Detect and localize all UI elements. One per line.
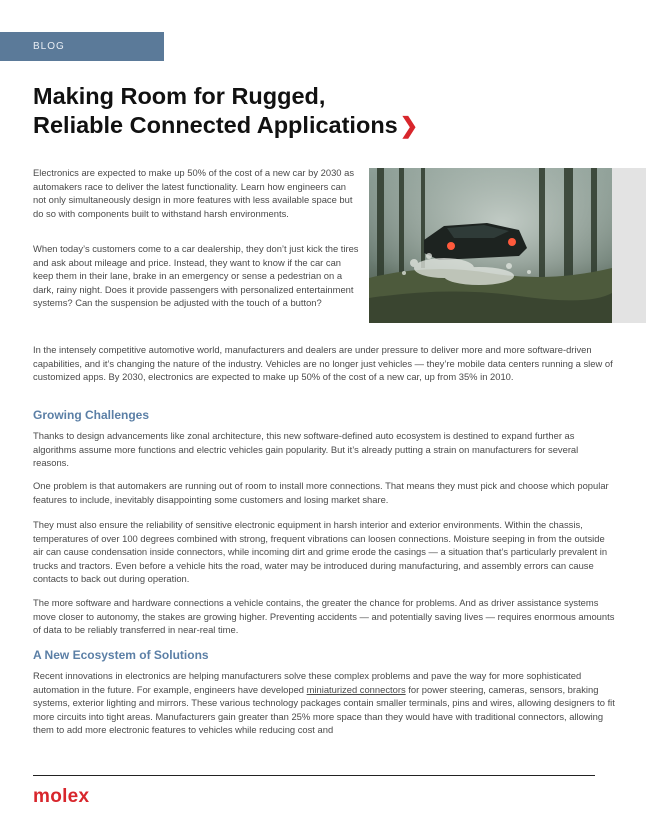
section1-paragraph-2: One problem is that automakers are running out of room to install more connections. That means they must pick and choose which popular features to include, inevitably disappointing some customers and losing market share. <box>33 480 609 505</box>
section-heading-growing-challenges: Growing Challenges <box>33 408 150 422</box>
section1-paragraph-3: They must also ensure the reliability of sensitive electronic equipment in harsh interior and exterior environments. Within the chassis, temperatures of over 100 degrees combined with strong, frequent vibrations can loosen connections. Moisture seeping in from the outside air can cause condensation inside connectors, while incoming dirt and grime erode the casings — a situation that’s particularly prevalent in trucks and tractors. Even before a vehicle hits the road, water may be introduced during manufacturing, and assembly errors can cause contacts to back out during operation. <box>33 519 608 585</box>
section-heading-new-ecosystem: A New Ecosystem of Solutions <box>33 648 209 662</box>
blog-tag: BLOG <box>0 32 164 61</box>
section2-text-before-link: Recent innovations in electronics are helping manufacturers solve these complex problems and pave the way for more sophisticated automation in the future. For example, engineers have developed <box>33 670 582 695</box>
title-line-1: Making Room for Rugged, <box>33 83 326 109</box>
chevron-right-icon: ❯ <box>399 113 419 138</box>
molex-logo: molex <box>33 786 90 807</box>
car-in-forest-illustration <box>369 168 612 323</box>
title-line-2 <box>33 111 418 140</box>
section1-paragraph-4: The more software and hardware connections a vehicle contains, the greater the chance for problems. And as driver assistance systems move closer to autonomy, the stakes are growing higher. Preventing accidents — and potentially saving lives — requires enormous amounts of data to be reliably transferred in near-real time. <box>33 597 615 636</box>
body-paragraph-1: In the intensely competitive automotive world, manufacturers and dealers are under pressure to deliver more and more software-driven capabilities, and it’s changing the nature of the industry. Vehicles are no longer just vehicles — they’re mobile data centers running a slew of customized apps. By 2030, electronics are expected to make up 50% of the cost of a new car, up from 35% in 2010. <box>33 344 613 383</box>
page-title <box>33 82 418 140</box>
section2-paragraph-1 <box>33 669 615 737</box>
section1-paragraph-1: Thanks to design advancements like zonal architecture, this new software-defined auto ecosystem is destined to expand further as algorithms assume more functions and electric vehicles gain popularity. But it’s already putting a strain on manufacturers for several reasons. <box>33 430 579 469</box>
hero-photo-car-forest <box>369 168 612 323</box>
intro-paragraph-1: Electronics are expected to make up 50% of the cost of a new car by 2030 as automakers race to deliver the latest functionality. Learn how engineers can not only simultaneously design in more features with less available space but do so with components built to withstand harsh environments. <box>33 167 355 219</box>
section2-text-after-link: for power steering, cameras, sensors, braking systems, exterior lighting and mirrors. These various technology packages contain smaller terminals, pins and wires, allowing designers to fit more circuits into tight areas. Manufacturers gain greater than 25% more space than they would have with traditional connectors, allowing them to add more electronic features to vehicles while reducing cost and <box>33 683 615 736</box>
miniaturized-connectors-link[interactable]: miniaturized connectors <box>306 683 406 695</box>
title-line-2-text: Reliable Connected Applications <box>33 112 398 138</box>
intro-paragraph-2: When today’s customers come to a car dealership, they don’t just kick the tires and ask about mileage and price. Instead, they want to know if the car can keep them in their lane, brake in an emergency or sense a pedestrian on a dark, rainy night. Does it provide passengers with personalized entertainment systems? Can the suspension be adjusted with the touch of a button? <box>33 243 359 309</box>
footer-divider <box>33 775 595 776</box>
sidebar-gray-block <box>612 168 646 323</box>
